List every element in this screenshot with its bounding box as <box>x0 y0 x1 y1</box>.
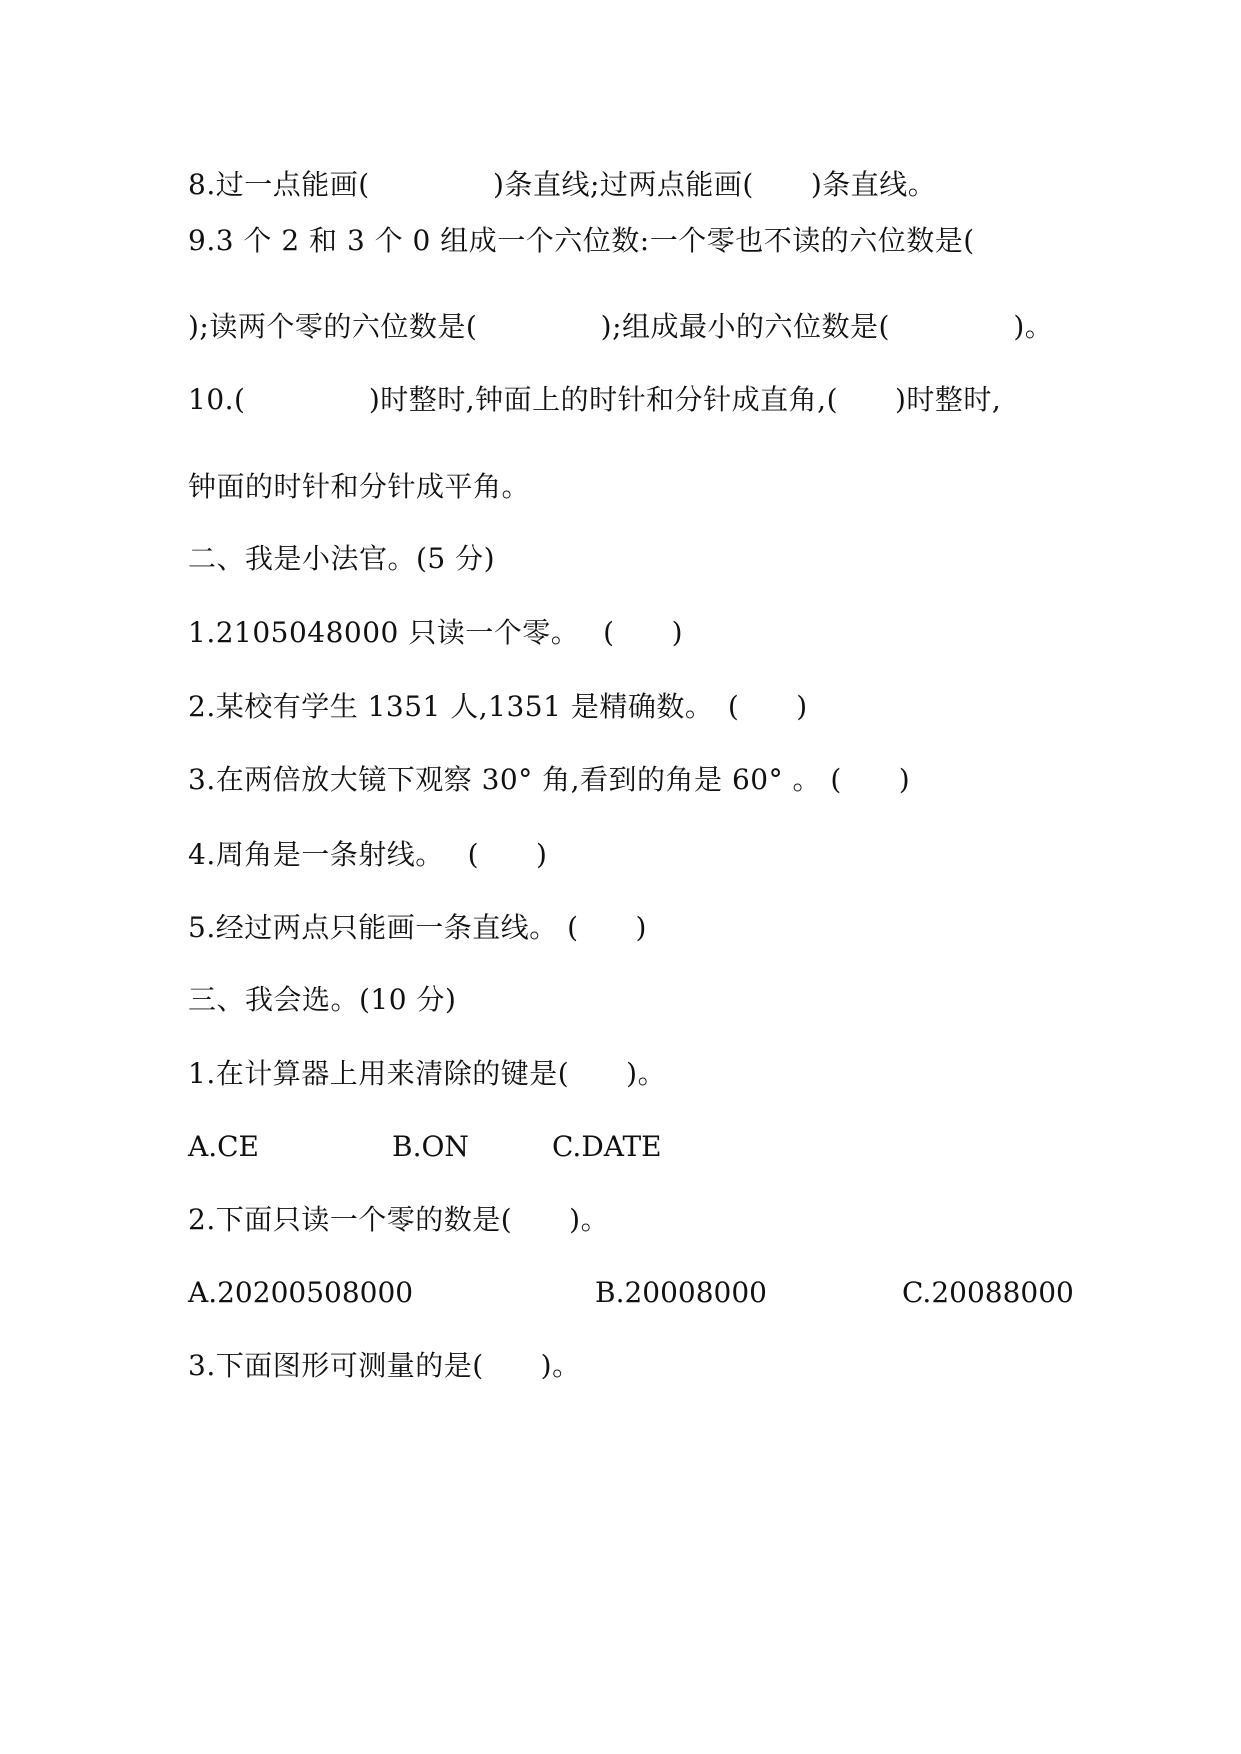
section-2-heading: 二、我是小法官。(5 分) <box>188 542 496 575</box>
question-10-part-1: 10.( )时整时,钟面上的时针和分针成直角,( )时整时, <box>188 383 1002 416</box>
judge-item-2: 2.某校有学生 1351 人,1351 是精确数。 ( ) <box>188 690 808 723</box>
choice-2-option-b: B.20008000 <box>595 1276 767 1309</box>
judge-item-5: 5.经过两点只能画一条直线。 ( ) <box>188 911 647 944</box>
question-8: 8.过一点能画( )条直线;过两点能画( )条直线。 <box>188 168 937 201</box>
question-9-part-1: 9.3 个 2 和 3 个 0 组成一个六位数:一个零也不读的六位数是( <box>188 224 975 257</box>
judge-item-3: 3.在两倍放大镜下观察 30° 角,看到的角是 60° 。 ( ) <box>188 763 911 796</box>
choice-2-option-c: C.20088000 <box>902 1276 1074 1309</box>
choice-item-3: 3.下面图形可测量的是( )。 <box>188 1349 581 1382</box>
choice-1-option-a: A.CE <box>188 1130 259 1163</box>
choice-item-1: 1.在计算器上用来清除的键是( )。 <box>188 1057 667 1090</box>
judge-item-1: 1.2105048000 只读一个零。 ( ) <box>188 616 684 649</box>
choice-item-2: 2.下面只读一个零的数是( )。 <box>188 1203 610 1236</box>
choice-1-option-b: B.ON <box>392 1130 469 1163</box>
question-9-part-2: );读两个零的六位数是( );组成最小的六位数是( )。 <box>188 310 1054 343</box>
question-10-part-2: 钟面的时针和分针成平角。 <box>188 470 531 503</box>
choice-2-option-a: A.20200508000 <box>188 1276 414 1309</box>
section-3-heading: 三、我会选。(10 分) <box>188 983 457 1016</box>
judge-item-4: 4.周角是一条射线。 ( ) <box>188 838 548 871</box>
choice-1-option-c: C.DATE <box>552 1130 662 1163</box>
